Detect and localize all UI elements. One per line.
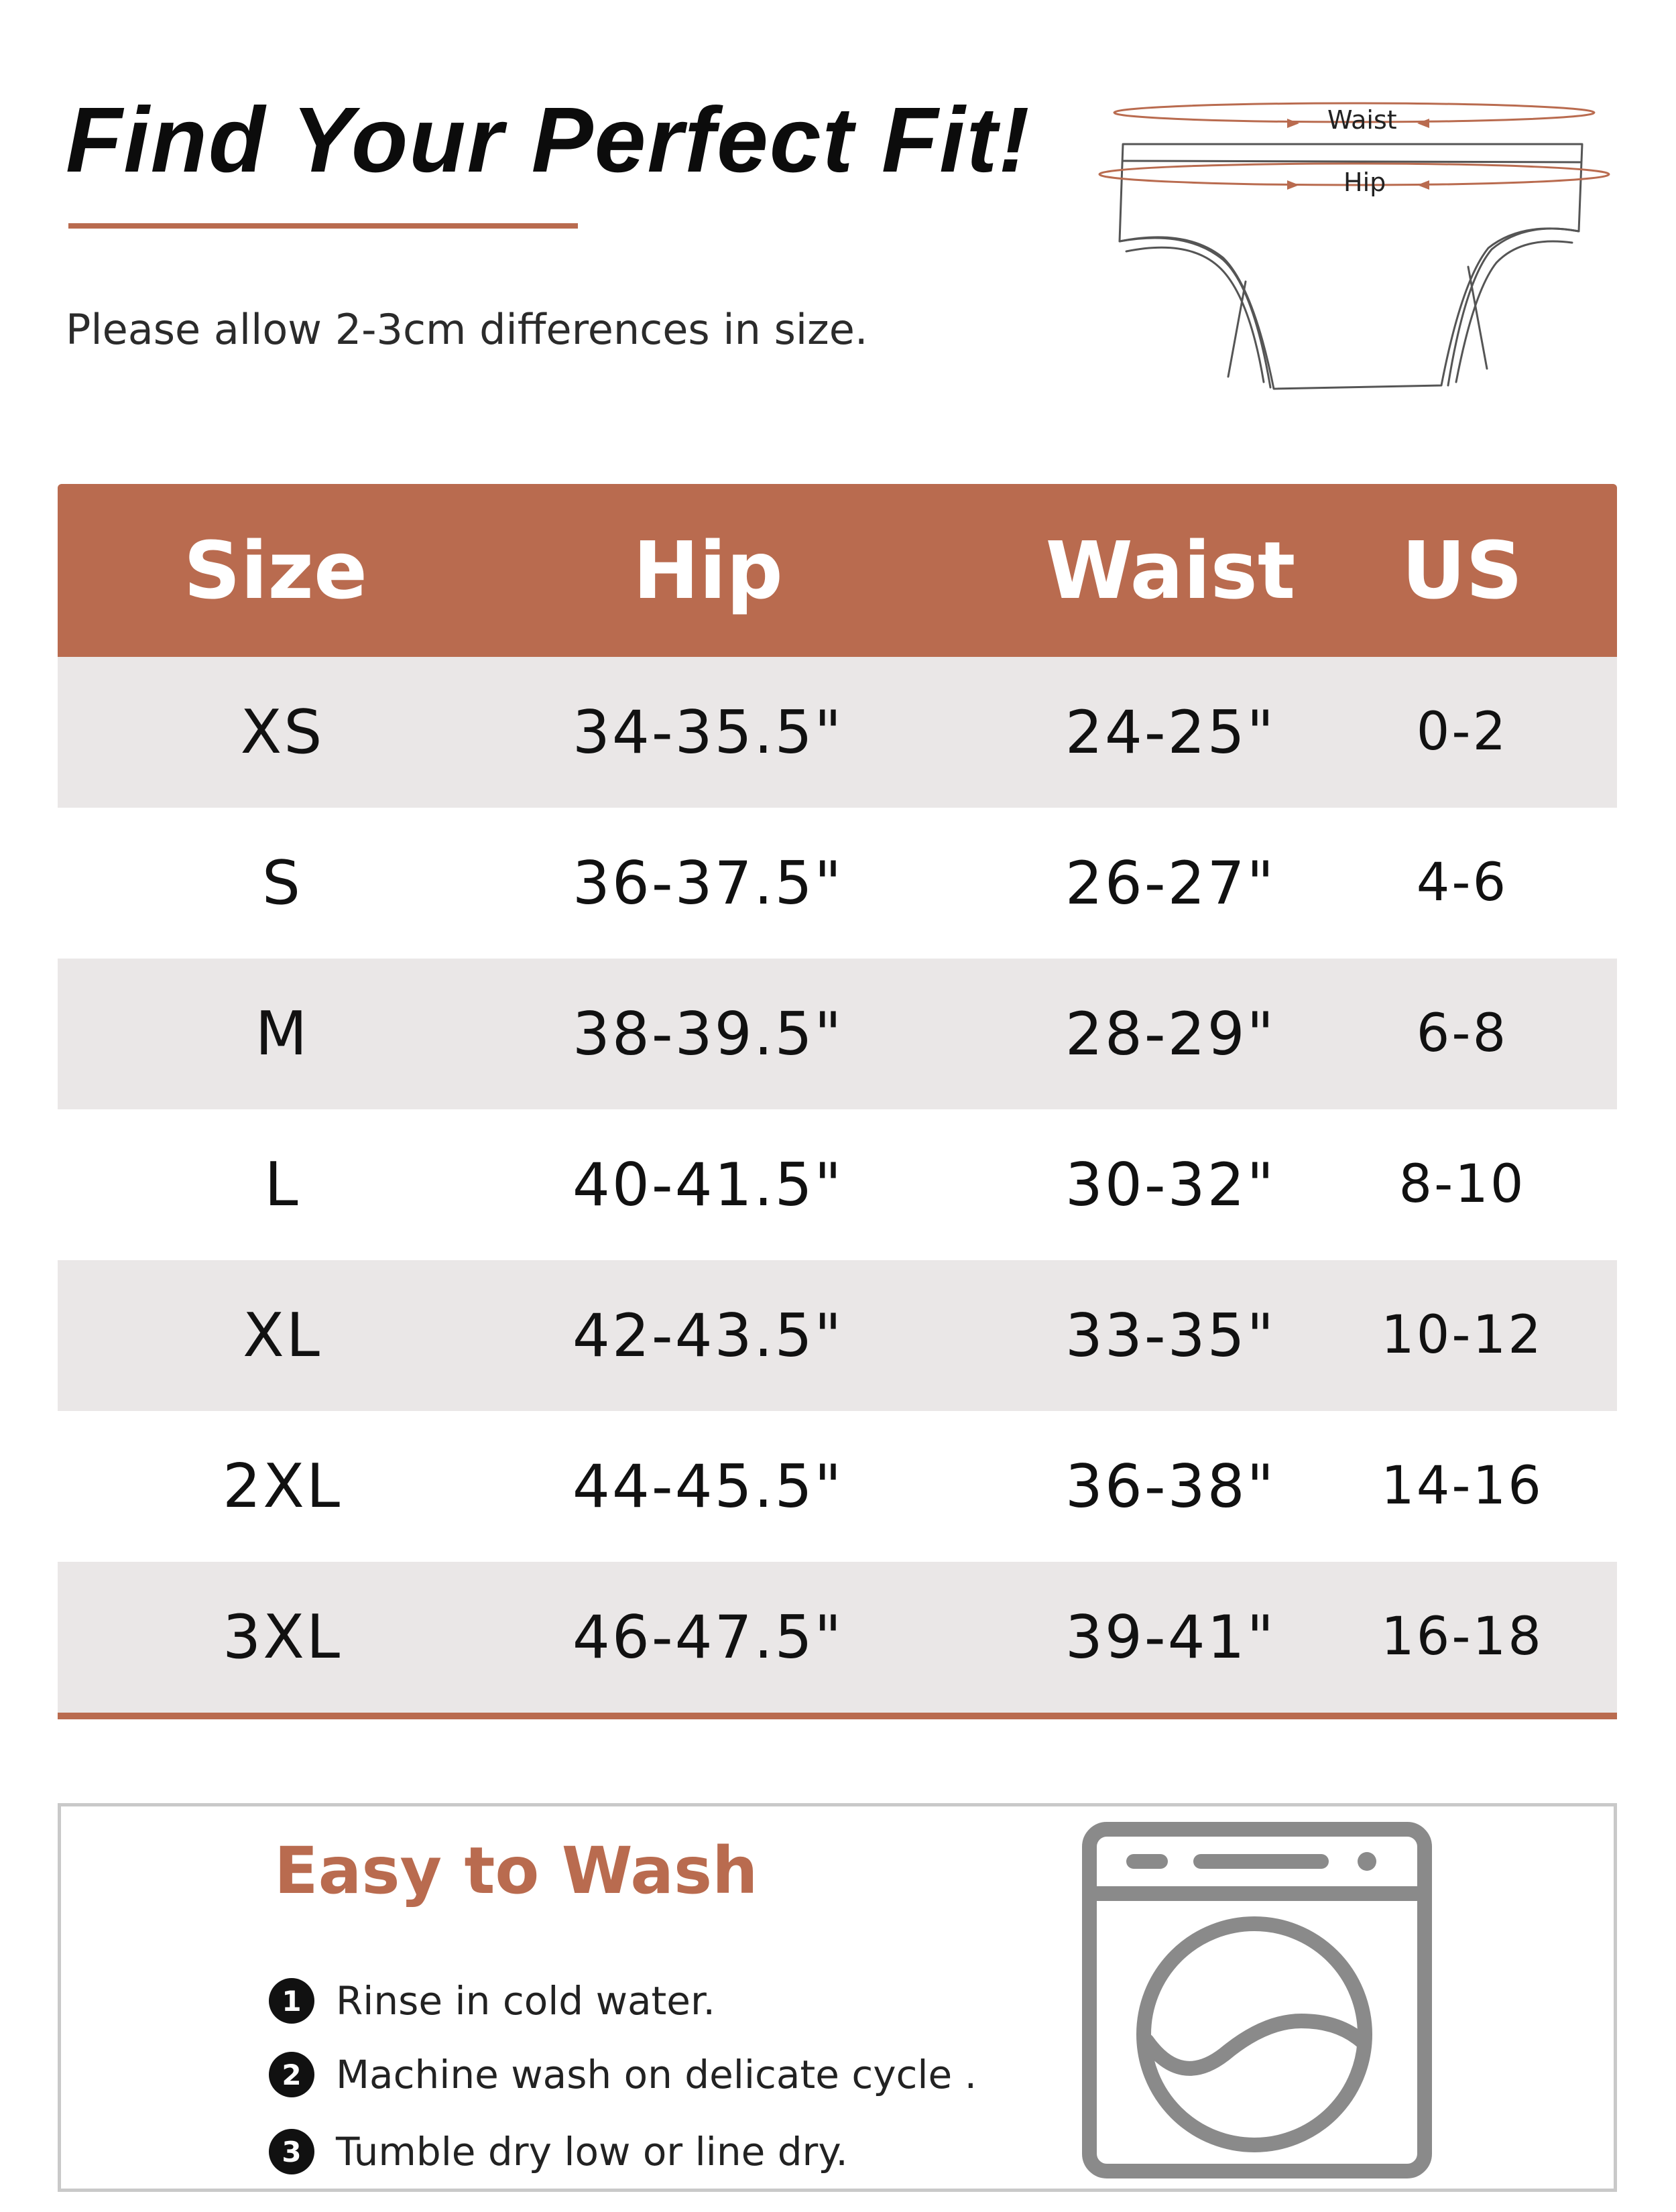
cell-size: XL [243,1300,322,1371]
cell-size: 3XL [222,1602,343,1672]
hip-label: Hip [1343,168,1386,197]
table-row [58,1562,1617,1713]
care-step-text: Rinse in cold water. [336,1978,715,2024]
cell-size: 2XL [222,1451,343,1522]
table-header [58,484,1617,657]
care-step [269,2048,977,2101]
care-step [269,1974,715,2028]
cell-us: 10-12 [1381,1305,1543,1365]
cell-size: L [264,1150,300,1220]
cell-waist: 33-35" [1065,1301,1276,1370]
cell-hip: 40-41.5" [572,1150,844,1219]
cell-hip: 38-39.5" [572,999,844,1068]
table-row [58,1411,1617,1562]
table-row [58,657,1617,808]
table-row [58,808,1617,959]
step-number-badge: 1 [269,1978,314,2024]
cell-us: 16-18 [1381,1607,1543,1667]
col-header-us: US [1401,524,1523,617]
title-underline [68,223,578,229]
table-row [58,1109,1617,1260]
care-step-text: Machine wash on delicate cycle . [336,2052,977,2097]
cell-us: 4-6 [1416,853,1508,913]
cell-size: M [255,999,310,1069]
care-instructions-panel [58,1803,1617,2192]
cell-waist: 24-25" [1065,698,1276,767]
cell-waist: 30-32" [1065,1150,1276,1219]
step-number-badge: 2 [269,2052,314,2097]
table-row [58,1260,1617,1411]
page-title: Find Your Perfect Fit! [66,88,1031,192]
care-step [269,2125,848,2178]
cell-waist: 28-29" [1065,999,1276,1068]
washing-machine-icon [1080,1820,1455,2185]
cell-hip: 44-45.5" [572,1452,844,1521]
cell-us: 8-10 [1398,1154,1526,1215]
size-tolerance-note: Please allow 2-3cm differences in size. [66,305,868,354]
care-title: Easy to Wash [274,1833,758,1908]
table-bottom-rule [58,1713,1617,1719]
cell-size: S [261,848,303,918]
cell-hip: 46-47.5" [572,1603,844,1672]
cell-hip: 36-37.5" [572,849,844,918]
briefs-measurement-diagram [1086,87,1622,436]
col-header-hip: Hip [633,524,783,617]
size-chart-table [58,484,1617,1719]
waist-label: Waist [1327,105,1397,135]
cell-us: 0-2 [1416,702,1508,762]
cell-waist: 39-41" [1065,1603,1276,1672]
cell-hip: 42-43.5" [572,1301,844,1370]
cell-hip: 34-35.5" [572,698,844,767]
cell-us: 14-16 [1381,1456,1543,1516]
care-step-text: Tumble dry low or line dry. [336,2129,848,2174]
step-number-badge: 3 [269,2129,314,2174]
cell-size: XS [240,697,324,767]
cell-waist: 36-38" [1065,1452,1276,1521]
cell-us: 6-8 [1416,1003,1508,1064]
table-row [58,959,1617,1109]
col-header-size: Size [183,524,368,617]
cell-waist: 26-27" [1065,849,1276,918]
col-header-waist: Waist [1045,524,1296,617]
